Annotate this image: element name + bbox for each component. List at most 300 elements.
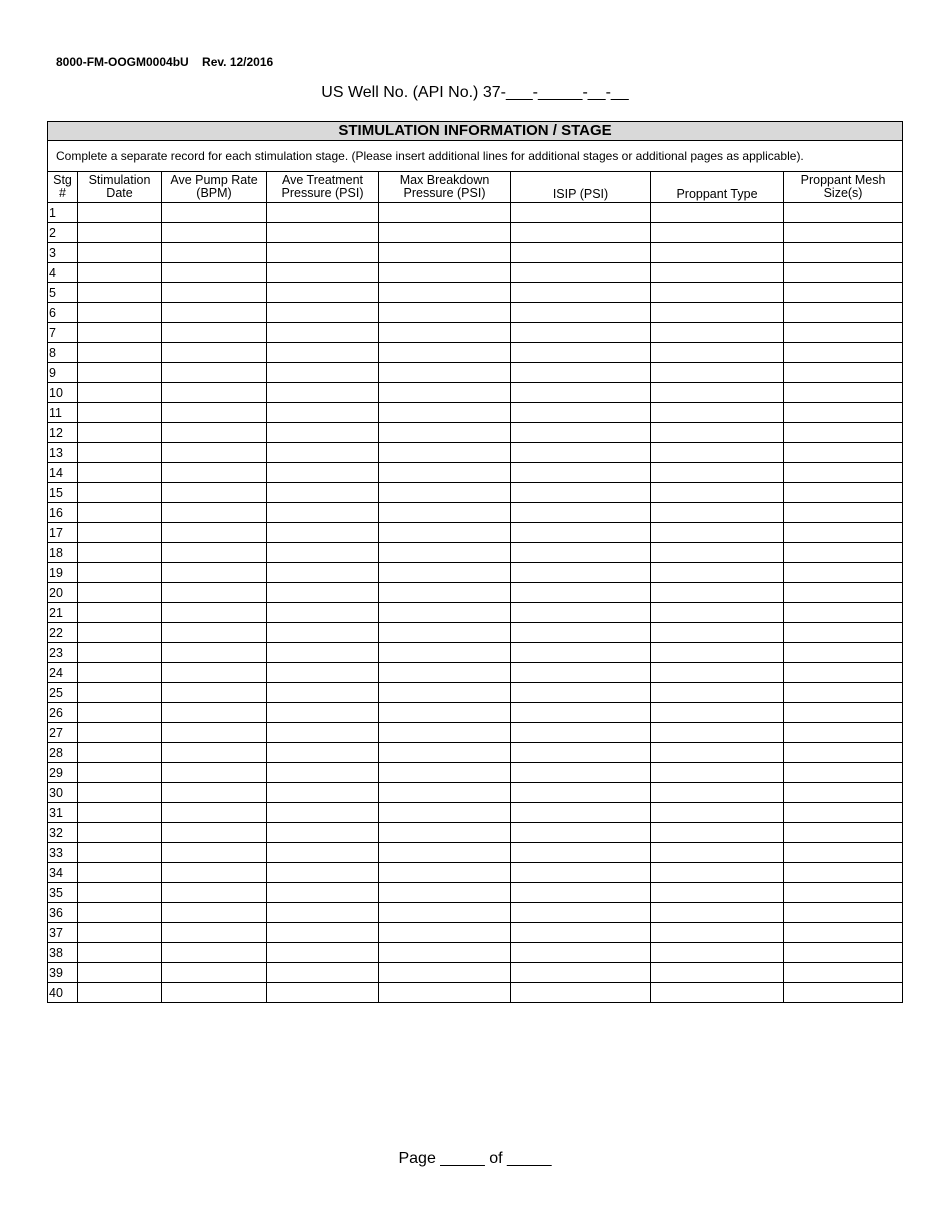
max-breakdown-pressure-cell[interactable] (379, 443, 511, 463)
stage-number: 38 (48, 943, 78, 963)
max-breakdown-pressure-cell[interactable] (379, 943, 511, 963)
ave-treatment-pressure-cell[interactable] (267, 803, 379, 823)
proppant-mesh-size-cell[interactable] (784, 303, 903, 323)
stimulation-date-cell[interactable] (78, 223, 162, 243)
ave-pump-rate-cell[interactable] (162, 663, 267, 683)
proppant-mesh-size-cell[interactable] (784, 323, 903, 343)
ave-treatment-pressure-cell[interactable] (267, 283, 379, 303)
isip-cell[interactable] (511, 283, 651, 303)
stimulation-date-cell[interactable] (78, 483, 162, 503)
isip-cell[interactable] (511, 963, 651, 983)
proppant-type-cell[interactable] (651, 983, 784, 1003)
ave-pump-rate-cell[interactable] (162, 783, 267, 803)
isip-cell[interactable] (511, 583, 651, 603)
max-breakdown-pressure-cell[interactable] (379, 923, 511, 943)
proppant-mesh-size-cell[interactable] (784, 343, 903, 363)
max-breakdown-pressure-cell[interactable] (379, 363, 511, 383)
ave-pump-rate-cell[interactable] (162, 743, 267, 763)
ave-treatment-pressure-cell[interactable] (267, 783, 379, 803)
ave-treatment-pressure-cell[interactable] (267, 903, 379, 923)
proppant-mesh-size-cell[interactable] (784, 983, 903, 1003)
ave-treatment-pressure-cell[interactable] (267, 763, 379, 783)
isip-cell[interactable] (511, 423, 651, 443)
ave-treatment-pressure-cell[interactable] (267, 243, 379, 263)
max-breakdown-pressure-cell[interactable] (379, 203, 511, 223)
proppant-type-cell[interactable] (651, 863, 784, 883)
table-row (48, 583, 903, 603)
stimulation-table (47, 121, 903, 1003)
stimulation-date-cell[interactable] (78, 903, 162, 923)
isip-cell[interactable] (511, 943, 651, 963)
proppant-mesh-size-cell[interactable] (784, 403, 903, 423)
proppant-type-cell[interactable] (651, 383, 784, 403)
ave-pump-rate-cell[interactable] (162, 423, 267, 443)
stage-number: 25 (48, 683, 78, 703)
proppant-mesh-size-cell[interactable] (784, 583, 903, 603)
proppant-type-cell[interactable] (651, 743, 784, 763)
proppant-type-cell[interactable] (651, 623, 784, 643)
proppant-mesh-size-cell[interactable] (784, 603, 903, 623)
ave-pump-rate-cell[interactable] (162, 443, 267, 463)
ave-pump-rate-cell[interactable] (162, 363, 267, 383)
ave-pump-rate-cell[interactable] (162, 923, 267, 943)
proppant-type-cell[interactable] (651, 943, 784, 963)
proppant-mesh-size-cell[interactable] (784, 843, 903, 863)
ave-pump-rate-cell[interactable] (162, 963, 267, 983)
isip-cell[interactable] (511, 503, 651, 523)
stimulation-date-cell[interactable] (78, 283, 162, 303)
isip-cell[interactable] (511, 763, 651, 783)
ave-treatment-pressure-cell[interactable] (267, 643, 379, 663)
isip-cell[interactable] (511, 923, 651, 943)
stimulation-date-cell[interactable] (78, 963, 162, 983)
isip-cell[interactable] (511, 483, 651, 503)
proppant-mesh-size-cell[interactable] (784, 883, 903, 903)
ave-treatment-pressure-cell[interactable] (267, 463, 379, 483)
stimulation-date-cell[interactable] (78, 383, 162, 403)
proppant-type-cell[interactable] (651, 203, 784, 223)
stimulation-date-cell[interactable] (78, 643, 162, 663)
ave-treatment-pressure-cell[interactable] (267, 523, 379, 543)
proppant-type-cell[interactable] (651, 263, 784, 283)
max-breakdown-pressure-cell[interactable] (379, 423, 511, 443)
max-breakdown-pressure-cell[interactable] (379, 523, 511, 543)
ave-treatment-pressure-cell[interactable] (267, 563, 379, 583)
max-breakdown-pressure-cell[interactable] (379, 743, 511, 763)
proppant-type-cell[interactable] (651, 323, 784, 343)
ave-treatment-pressure-cell[interactable] (267, 923, 379, 943)
isip-cell[interactable] (511, 843, 651, 863)
isip-cell[interactable] (511, 903, 651, 923)
ave-pump-rate-cell[interactable] (162, 303, 267, 323)
proppant-mesh-size-cell[interactable] (784, 723, 903, 743)
proppant-type-cell[interactable] (651, 823, 784, 843)
proppant-mesh-size-cell[interactable] (784, 923, 903, 943)
max-breakdown-pressure-cell[interactable] (379, 223, 511, 243)
stage-number: 16 (48, 503, 78, 523)
stimulation-date-cell[interactable] (78, 363, 162, 383)
proppant-mesh-size-cell[interactable] (784, 803, 903, 823)
proppant-mesh-size-cell[interactable] (784, 743, 903, 763)
proppant-mesh-size-cell[interactable] (784, 963, 903, 983)
ave-pump-rate-cell[interactable] (162, 463, 267, 483)
proppant-mesh-size-cell[interactable] (784, 363, 903, 383)
stimulation-date-cell[interactable] (78, 843, 162, 863)
proppant-type-cell[interactable] (651, 343, 784, 363)
ave-treatment-pressure-cell[interactable] (267, 623, 379, 643)
proppant-type-cell[interactable] (651, 443, 784, 463)
ave-pump-rate-cell[interactable] (162, 603, 267, 623)
ave-treatment-pressure-cell[interactable] (267, 223, 379, 243)
ave-pump-rate-cell[interactable] (162, 483, 267, 503)
stimulation-date-cell[interactable] (78, 563, 162, 583)
max-breakdown-pressure-cell[interactable] (379, 303, 511, 323)
proppant-mesh-size-cell[interactable] (784, 423, 903, 443)
proppant-mesh-size-cell[interactable] (784, 563, 903, 583)
stimulation-date-cell[interactable] (78, 603, 162, 623)
proppant-type-cell[interactable] (651, 923, 784, 943)
proppant-type-cell[interactable] (651, 883, 784, 903)
isip-cell[interactable] (511, 343, 651, 363)
proppant-type-cell[interactable] (651, 963, 784, 983)
stimulation-date-cell[interactable] (78, 623, 162, 643)
stage-number: 20 (48, 583, 78, 603)
proppant-mesh-size-cell[interactable] (784, 523, 903, 543)
isip-cell[interactable] (511, 403, 651, 423)
proppant-type-cell[interactable] (651, 403, 784, 423)
max-breakdown-pressure-cell[interactable] (379, 823, 511, 843)
ave-pump-rate-cell[interactable] (162, 983, 267, 1003)
max-breakdown-pressure-cell[interactable] (379, 383, 511, 403)
max-breakdown-pressure-cell[interactable] (379, 503, 511, 523)
proppant-mesh-size-cell[interactable] (784, 683, 903, 703)
ave-pump-rate-cell[interactable] (162, 503, 267, 523)
max-breakdown-pressure-cell[interactable] (379, 663, 511, 683)
ave-pump-rate-cell[interactable] (162, 403, 267, 423)
stage-number: 10 (48, 383, 78, 403)
proppant-mesh-size-cell[interactable] (784, 203, 903, 223)
stimulation-date-cell[interactable] (78, 203, 162, 223)
isip-cell[interactable] (511, 463, 651, 483)
proppant-type-cell[interactable] (651, 423, 784, 443)
proppant-type-cell[interactable] (651, 803, 784, 823)
proppant-type-cell[interactable] (651, 563, 784, 583)
stimulation-date-cell[interactable] (78, 583, 162, 603)
ave-pump-rate-cell[interactable] (162, 343, 267, 363)
proppant-mesh-size-cell[interactable] (784, 783, 903, 803)
ave-treatment-pressure-cell[interactable] (267, 603, 379, 623)
proppant-mesh-size-cell[interactable] (784, 823, 903, 843)
proppant-type-cell[interactable] (651, 683, 784, 703)
table-row (48, 863, 903, 883)
proppant-mesh-size-cell[interactable] (784, 263, 903, 283)
isip-cell[interactable] (511, 643, 651, 663)
stimulation-date-cell[interactable] (78, 343, 162, 363)
isip-cell[interactable] (511, 363, 651, 383)
stage-number: 22 (48, 623, 78, 643)
max-breakdown-pressure-cell[interactable] (379, 483, 511, 503)
max-breakdown-pressure-cell[interactable] (379, 983, 511, 1003)
ave-treatment-pressure-cell[interactable] (267, 503, 379, 523)
table-row (48, 823, 903, 843)
max-breakdown-pressure-cell[interactable] (379, 863, 511, 883)
stimulation-date-cell[interactable] (78, 863, 162, 883)
proppant-mesh-size-cell[interactable] (784, 863, 903, 883)
max-breakdown-pressure-cell[interactable] (379, 343, 511, 363)
proppant-mesh-size-cell[interactable] (784, 943, 903, 963)
stimulation-date-cell[interactable] (78, 543, 162, 563)
ave-pump-rate-cell[interactable] (162, 683, 267, 703)
ave-treatment-pressure-cell[interactable] (267, 483, 379, 503)
ave-pump-rate-cell[interactable] (162, 263, 267, 283)
ave-treatment-pressure-cell[interactable] (267, 823, 379, 843)
isip-cell[interactable] (511, 783, 651, 803)
table-row (48, 423, 903, 443)
ave-pump-rate-cell[interactable] (162, 583, 267, 603)
max-breakdown-pressure-cell[interactable] (379, 283, 511, 303)
stimulation-date-cell[interactable] (78, 803, 162, 823)
isip-cell[interactable] (511, 383, 651, 403)
max-breakdown-pressure-cell[interactable] (379, 703, 511, 723)
proppant-type-cell[interactable] (651, 843, 784, 863)
isip-cell[interactable] (511, 743, 651, 763)
proppant-mesh-size-cell[interactable] (784, 703, 903, 723)
proppant-type-cell[interactable] (651, 503, 784, 523)
proppant-type-cell[interactable] (651, 463, 784, 483)
isip-cell[interactable] (511, 803, 651, 823)
max-breakdown-pressure-cell[interactable] (379, 843, 511, 863)
ave-treatment-pressure-cell[interactable] (267, 963, 379, 983)
proppant-type-cell[interactable] (651, 703, 784, 723)
stimulation-date-cell[interactable] (78, 423, 162, 443)
max-breakdown-pressure-cell[interactable] (379, 603, 511, 623)
ave-treatment-pressure-cell[interactable] (267, 663, 379, 683)
stimulation-date-cell[interactable] (78, 523, 162, 543)
proppant-type-cell[interactable] (651, 643, 784, 663)
ave-treatment-pressure-cell[interactable] (267, 443, 379, 463)
ave-pump-rate-cell[interactable] (162, 203, 267, 223)
ave-pump-rate-cell[interactable] (162, 543, 267, 563)
isip-cell[interactable] (511, 223, 651, 243)
ave-pump-rate-cell[interactable] (162, 643, 267, 663)
stimulation-date-cell[interactable] (78, 783, 162, 803)
ave-pump-rate-cell[interactable] (162, 803, 267, 823)
proppant-type-cell[interactable] (651, 303, 784, 323)
proppant-type-cell[interactable] (651, 523, 784, 543)
proppant-type-cell[interactable] (651, 663, 784, 683)
isip-cell[interactable] (511, 443, 651, 463)
max-breakdown-pressure-cell[interactable] (379, 783, 511, 803)
stimulation-date-cell[interactable] (78, 263, 162, 283)
stimulation-date-cell[interactable] (78, 243, 162, 263)
ave-pump-rate-cell[interactable] (162, 883, 267, 903)
ave-treatment-pressure-cell[interactable] (267, 723, 379, 743)
stimulation-date-cell[interactable] (78, 323, 162, 343)
proppant-mesh-size-cell[interactable] (784, 463, 903, 483)
ave-treatment-pressure-cell[interactable] (267, 343, 379, 363)
max-breakdown-pressure-cell[interactable] (379, 963, 511, 983)
ave-treatment-pressure-cell[interactable] (267, 883, 379, 903)
stimulation-date-cell[interactable] (78, 303, 162, 323)
isip-cell[interactable] (511, 723, 651, 743)
isip-cell[interactable] (511, 323, 651, 343)
stimulation-date-cell[interactable] (78, 503, 162, 523)
max-breakdown-pressure-cell[interactable] (379, 563, 511, 583)
isip-cell[interactable] (511, 243, 651, 263)
ave-pump-rate-cell[interactable] (162, 383, 267, 403)
ave-treatment-pressure-cell[interactable] (267, 303, 379, 323)
proppant-mesh-size-cell[interactable] (784, 763, 903, 783)
ave-treatment-pressure-cell[interactable] (267, 263, 379, 283)
ave-pump-rate-cell[interactable] (162, 243, 267, 263)
ave-pump-rate-cell[interactable] (162, 623, 267, 643)
isip-cell[interactable] (511, 703, 651, 723)
ave-treatment-pressure-cell[interactable] (267, 863, 379, 883)
ave-pump-rate-cell[interactable] (162, 823, 267, 843)
proppant-type-cell[interactable] (651, 783, 784, 803)
proppant-mesh-size-cell[interactable] (784, 383, 903, 403)
proppant-mesh-size-cell[interactable] (784, 623, 903, 643)
proppant-mesh-size-cell[interactable] (784, 223, 903, 243)
isip-cell[interactable] (511, 523, 651, 543)
isip-cell[interactable] (511, 303, 651, 323)
max-breakdown-pressure-cell[interactable] (379, 723, 511, 743)
stage-number: 15 (48, 483, 78, 503)
proppant-type-cell[interactable] (651, 483, 784, 503)
proppant-type-cell[interactable] (651, 283, 784, 303)
max-breakdown-pressure-cell[interactable] (379, 803, 511, 823)
isip-cell[interactable] (511, 883, 651, 903)
max-breakdown-pressure-cell[interactable] (379, 403, 511, 423)
proppant-mesh-size-cell[interactable] (784, 243, 903, 263)
stimulation-date-cell[interactable] (78, 743, 162, 763)
proppant-type-cell[interactable] (651, 363, 784, 383)
proppant-type-cell[interactable] (651, 603, 784, 623)
max-breakdown-pressure-cell[interactable] (379, 263, 511, 283)
isip-cell[interactable] (511, 863, 651, 883)
stimulation-date-cell[interactable] (78, 723, 162, 743)
ave-treatment-pressure-cell[interactable] (267, 323, 379, 343)
max-breakdown-pressure-cell[interactable] (379, 683, 511, 703)
ave-pump-rate-cell[interactable] (162, 843, 267, 863)
max-breakdown-pressure-cell[interactable] (379, 903, 511, 923)
proppant-type-cell[interactable] (651, 723, 784, 743)
table-row (48, 663, 903, 683)
stimulation-date-cell[interactable] (78, 403, 162, 423)
ave-treatment-pressure-cell[interactable] (267, 383, 379, 403)
max-breakdown-pressure-cell[interactable] (379, 623, 511, 643)
ave-treatment-pressure-cell[interactable] (267, 943, 379, 963)
isip-cell[interactable] (511, 623, 651, 643)
proppant-mesh-size-cell[interactable] (784, 483, 903, 503)
proppant-mesh-size-cell[interactable] (784, 283, 903, 303)
proppant-type-cell[interactable] (651, 583, 784, 603)
max-breakdown-pressure-cell[interactable] (379, 583, 511, 603)
stimulation-date-cell[interactable] (78, 943, 162, 963)
ave-treatment-pressure-cell[interactable] (267, 703, 379, 723)
proppant-mesh-size-cell[interactable] (784, 663, 903, 683)
max-breakdown-pressure-cell[interactable] (379, 883, 511, 903)
ave-pump-rate-cell[interactable] (162, 863, 267, 883)
ave-pump-rate-cell[interactable] (162, 223, 267, 243)
proppant-type-cell[interactable] (651, 903, 784, 923)
stimulation-date-cell[interactable] (78, 883, 162, 903)
isip-cell[interactable] (511, 603, 651, 623)
isip-cell[interactable] (511, 983, 651, 1003)
table-row (48, 203, 903, 223)
ave-treatment-pressure-cell[interactable] (267, 403, 379, 423)
stimulation-date-cell[interactable] (78, 763, 162, 783)
isip-cell[interactable] (511, 663, 651, 683)
isip-cell[interactable] (511, 683, 651, 703)
max-breakdown-pressure-cell[interactable] (379, 463, 511, 483)
ave-pump-rate-cell[interactable] (162, 703, 267, 723)
stage-number: 24 (48, 663, 78, 683)
ave-pump-rate-cell[interactable] (162, 763, 267, 783)
stimulation-date-cell[interactable] (78, 443, 162, 463)
max-breakdown-pressure-cell[interactable] (379, 643, 511, 663)
isip-cell[interactable] (511, 263, 651, 283)
proppant-type-cell[interactable] (651, 763, 784, 783)
ave-treatment-pressure-cell[interactable] (267, 423, 379, 443)
stimulation-date-cell[interactable] (78, 683, 162, 703)
proppant-type-cell[interactable] (651, 543, 784, 563)
ave-pump-rate-cell[interactable] (162, 943, 267, 963)
ave-pump-rate-cell[interactable] (162, 523, 267, 543)
max-breakdown-pressure-cell[interactable] (379, 543, 511, 563)
stimulation-date-cell[interactable] (78, 663, 162, 683)
stage-number: 17 (48, 523, 78, 543)
isip-cell[interactable] (511, 543, 651, 563)
stimulation-date-cell[interactable] (78, 823, 162, 843)
ave-treatment-pressure-cell[interactable] (267, 983, 379, 1003)
isip-cell[interactable] (511, 823, 651, 843)
proppant-mesh-size-cell[interactable] (784, 503, 903, 523)
ave-pump-rate-cell[interactable] (162, 903, 267, 923)
stage-number: 9 (48, 363, 78, 383)
stage-number: 1 (48, 203, 78, 223)
ave-pump-rate-cell[interactable] (162, 723, 267, 743)
stimulation-date-cell[interactable] (78, 463, 162, 483)
stage-rows (48, 203, 903, 1003)
proppant-mesh-size-cell[interactable] (784, 443, 903, 463)
stimulation-date-cell[interactable] (78, 923, 162, 943)
ave-treatment-pressure-cell[interactable] (267, 743, 379, 763)
ave-treatment-pressure-cell[interactable] (267, 583, 379, 603)
max-breakdown-pressure-cell[interactable] (379, 763, 511, 783)
max-breakdown-pressure-cell[interactable] (379, 323, 511, 343)
isip-cell[interactable] (511, 203, 651, 223)
ave-treatment-pressure-cell[interactable] (267, 683, 379, 703)
ave-treatment-pressure-cell[interactable] (267, 203, 379, 223)
isip-cell[interactable] (511, 563, 651, 583)
ave-treatment-pressure-cell[interactable] (267, 363, 379, 383)
ave-pump-rate-cell[interactable] (162, 283, 267, 303)
proppant-type-cell[interactable] (651, 223, 784, 243)
stimulation-date-cell[interactable] (78, 983, 162, 1003)
ave-treatment-pressure-cell[interactable] (267, 543, 379, 563)
proppant-type-cell[interactable] (651, 243, 784, 263)
proppant-mesh-size-cell[interactable] (784, 903, 903, 923)
ave-pump-rate-cell[interactable] (162, 323, 267, 343)
table-row (48, 943, 903, 963)
ave-treatment-pressure-cell[interactable] (267, 843, 379, 863)
max-breakdown-pressure-cell[interactable] (379, 243, 511, 263)
proppant-mesh-size-cell[interactable] (784, 643, 903, 663)
stimulation-date-cell[interactable] (78, 703, 162, 723)
ave-pump-rate-cell[interactable] (162, 563, 267, 583)
proppant-mesh-size-cell[interactable] (784, 543, 903, 563)
